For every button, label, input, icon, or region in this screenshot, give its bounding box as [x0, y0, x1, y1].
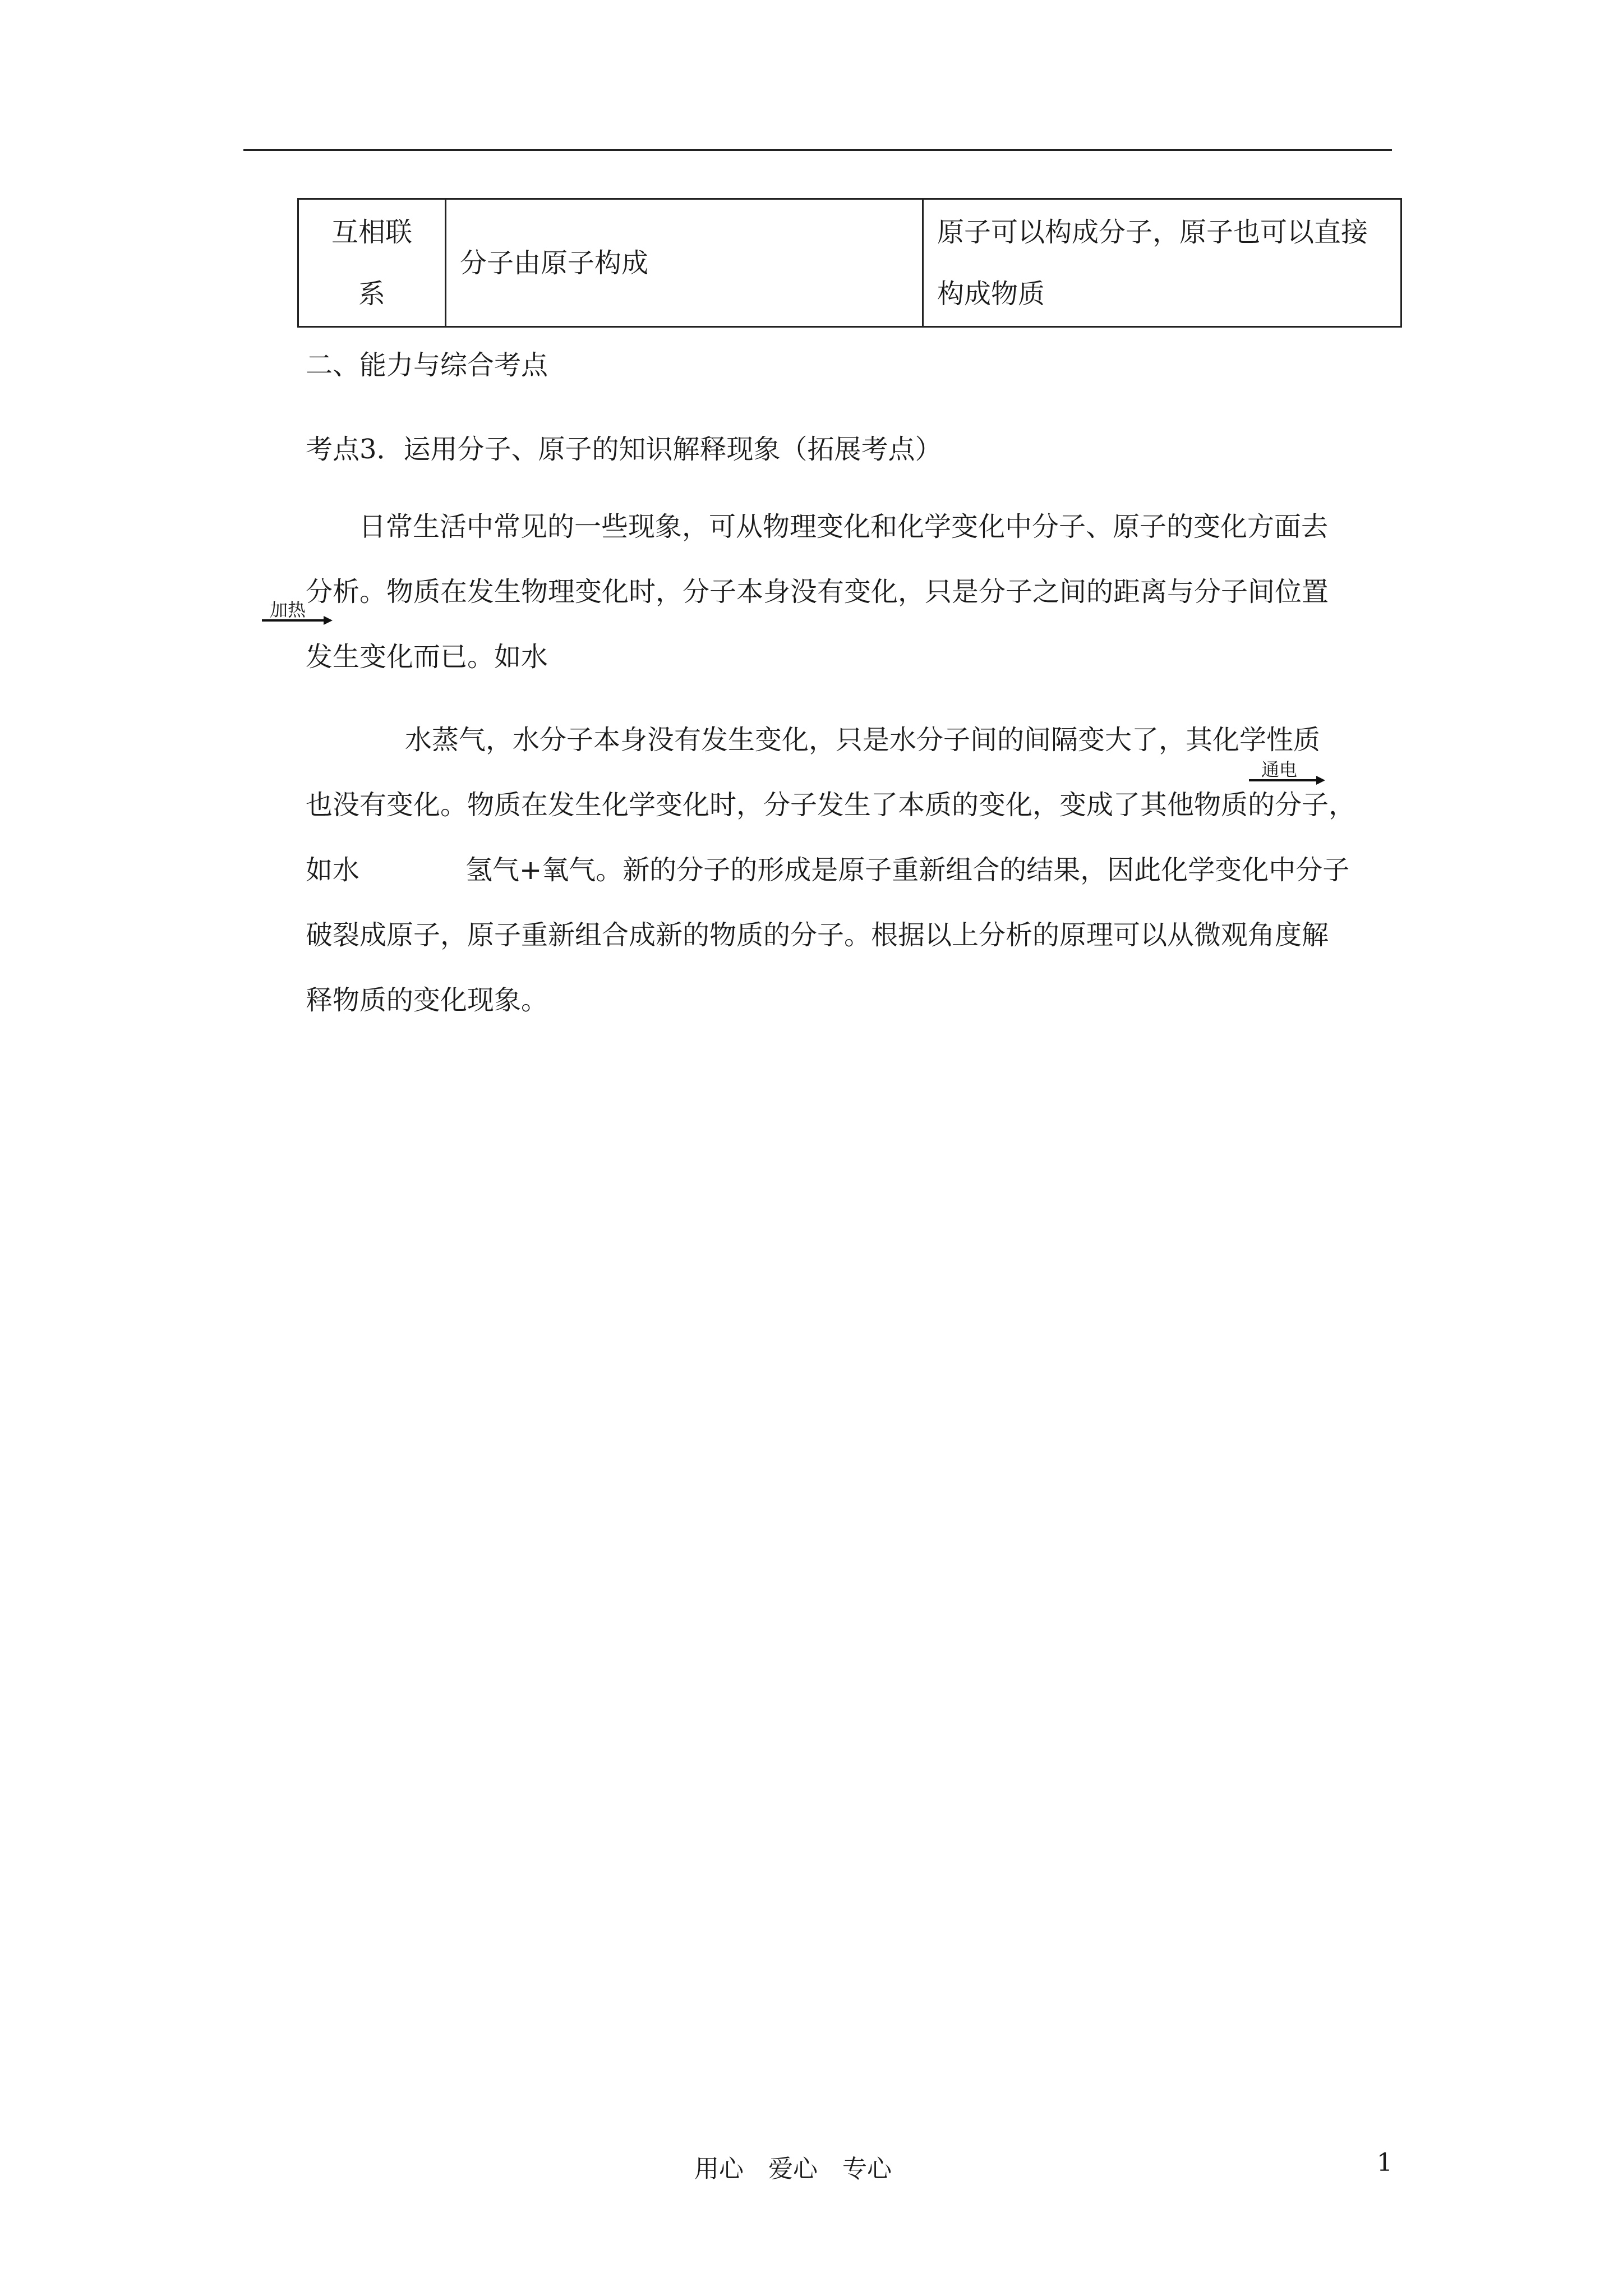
- paragraph-line: 释物质的变化现象。: [306, 984, 548, 1016]
- heating-arrow: [261, 595, 334, 628]
- molecule-cell: 分子由原子构成: [446, 199, 923, 327]
- paragraph-line: 破裂成原子，原子重新组合成新的物质的分子。根据以上分析的原理可以从微观角度解: [306, 919, 1329, 951]
- arrow-right-icon: [261, 595, 334, 628]
- row-header-line: 互相联: [331, 216, 412, 248]
- header-rule: [243, 149, 1392, 151]
- atom-cell: [923, 199, 1401, 327]
- footer-motto: 用心 爱心 专心: [694, 2155, 892, 2183]
- electrolysis-arrow-label: 通电: [1261, 759, 1298, 780]
- paragraph-line: 水蒸气，水分子本身没有发生变化，只是水分子间的间隔变大了，其化学性质: [405, 724, 1321, 756]
- kaodian-heading: 考点3．运用分子、原子的知识解释现象（拓展考点）: [306, 434, 942, 465]
- paragraph-line: 也没有变化。物质在发生化学变化时，分子发生了本质的变化，变成了其他物质的分子，: [306, 789, 1356, 821]
- page-number: 1: [1377, 2148, 1393, 2177]
- paragraph-line: 氢气+氧气。新的分子的形成是原子重新组合的结果，因此化学变化中分子: [465, 854, 1350, 886]
- atom-cell-line: 原子可以构成分子，原子也可以直接: [937, 216, 1368, 248]
- paragraph-line: 发生变化而已。如水: [306, 641, 548, 673]
- row-header-cell: [298, 199, 446, 327]
- electrolysis-arrow: [1248, 754, 1326, 788]
- row-header-line: 系: [358, 278, 385, 310]
- heating-arrow-label: 加热: [270, 599, 306, 620]
- arrow-right-icon: [1248, 754, 1326, 788]
- paragraph-line: 分析。物质在发生物理变化时，分子本身没有变化，只是分子之间的距离与分子间位置: [306, 576, 1329, 608]
- paragraph-line: 日常生活中常见的一些现象，可从物理变化和化学变化中分子、原子的变化方面去: [359, 511, 1329, 542]
- comparison-table: [297, 198, 1402, 328]
- section-heading: 二、能力与综合考点: [306, 349, 548, 381]
- table-row: [298, 199, 1401, 327]
- paragraph-line: 如水: [306, 854, 360, 886]
- atom-cell-line: 构成物质: [937, 278, 1045, 310]
